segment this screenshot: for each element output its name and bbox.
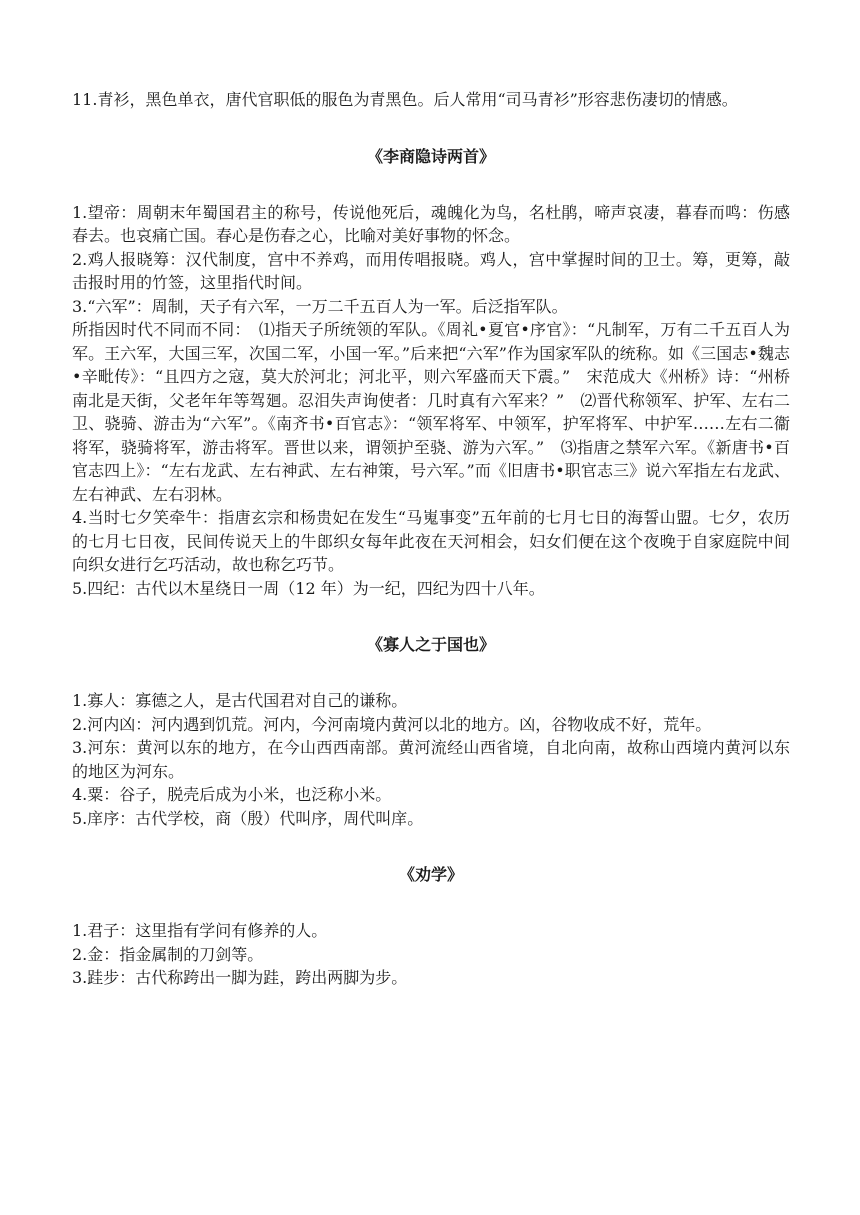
section-title-li-shangyin: 《李商隐诗两首》 [366, 146, 495, 166]
note-item: 2.河内凶：河内遇到饥荒。河内，今河南境内黄河以北的地方。凶，谷物收成不好，荒年。 [72, 714, 712, 734]
note-item: 5.庠序：古代学校，商（殷）代叫序，周代叫庠。 [72, 808, 424, 828]
note-item: 2.鸡人报晓筹：汉代制度，宫中不养鸡，而用传唱报晓。鸡人，宫中掌握时间的卫士。筹，更筹，敲击报时用的竹签，这里指代时间。 [72, 249, 790, 292]
note-item: 所指因时代不同而不同： ⑴指天子所统领的军队。《周礼•夏官•序官》：“凡制军，万有二千五百人为军。王六军，大国三军，次国二军，小国一军。”后来把“六军”作为国家军队的统称。如《三国志•魏志•辛毗传》：“且四方之寇，莫大於河北；河北平，则六军盛而天下震。” 宋范成大《州桥》诗：“州桥南北是天街，父老年年等驾廻。忍泪失声询使者：几时真有六军来？” ⑵晋代称领军、护军、左右二卫、骁骑、游击为“六军”。《南齐书•百官志》：“领军将军、中领军，护军将军、中护军……左右二衞将军，骁骑将军，游击将军。晋世以来，谓领护至骁、游为六军。” ⑶指唐之禁军六军。《新唐书•百官志四上》：“左右龙武、左右神武、左右神策，号六军。”而《旧唐书•职官志三》说六军指左右龙武、左右神武、左右羽林。 [72, 320, 790, 504]
note-item: 4.当时七夕笑牵牛：指唐玄宗和杨贵妃在发生“马嵬事变”五年前的七月七日的海誓山盟。七夕，农历的七月七日夜，民间传说天上的牛郎织女每年此夜在天河相会，妇女们便在这个夜晚于自家庭院中间向织女进行乞巧活动，故也称乞巧节。 [72, 508, 790, 574]
note-item: 1.望帝：周朝末年蜀国君主的称号，传说他死后，魂魄化为鸟，名杜鹃，啼声哀凄，暮春而鸣：伤感春去。也哀痛亡国。春心是伤春之心，比喻对美好事物的怀念。 [72, 202, 790, 245]
note-item-11: 11.青衫，黑色单衣，唐代官职低的服色为青黑色。后人常用“司马青衫”形容悲伤凄切的情感。 [72, 90, 738, 109]
note-item: 1.君子：这里指有学问有修养的人。 [72, 921, 328, 940]
note-item: 1.寡人：寡德之人，是古代国君对自己的谦称。 [72, 691, 408, 710]
section-title-guaren: 《寡人之于国也》 [366, 635, 495, 654]
note-item: 2.金：指金属制的刀剑等。 [72, 944, 264, 964]
note-item: 3.跬步：古代称跨出一脚为跬，跨出两脚为步。 [72, 968, 408, 987]
note-item: 3.“六军”：周制，天子有六军，一万二千五百人为一军。后泛指军队。 [72, 296, 568, 316]
section-title-quanxue: 《劝学》 [398, 865, 463, 884]
note-item: 3.河东：黄河以东的地方，在今山西西南部。黄河流经山西省境，自北向南，故称山西境内黄河以东的地区为河东。 [72, 738, 790, 781]
document-body [72, 88, 790, 990]
note-item: 5.四纪：古代以木星绕日一周（12 年）为一纪，四纪为四十八年。 [72, 578, 545, 598]
note-item: 4.粟：谷子，脱壳后成为小米，也泛称小米。 [72, 785, 392, 804]
